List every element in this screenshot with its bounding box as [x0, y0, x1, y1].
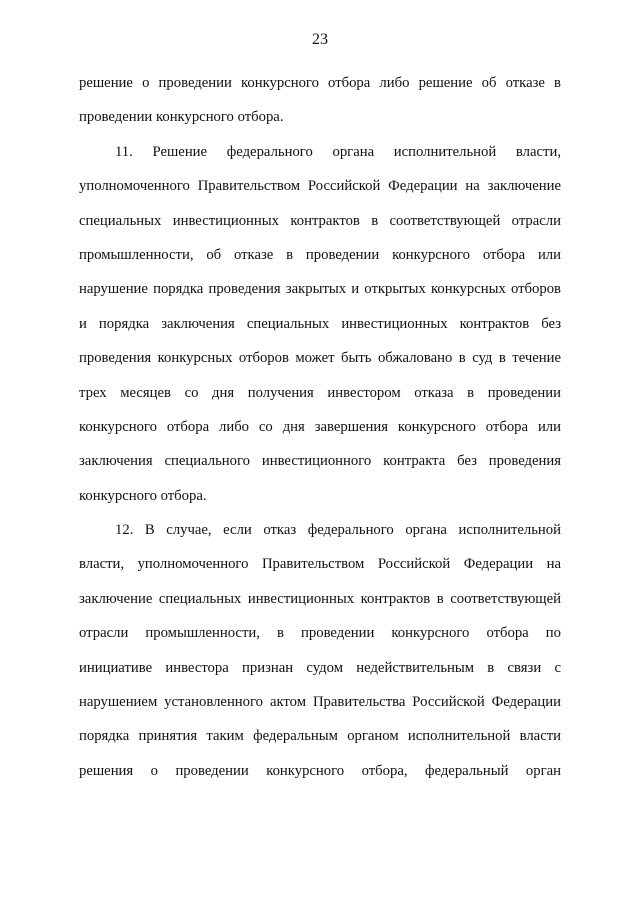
text-line: промышленности, об отказе в проведении конкурсного отбора или	[79, 246, 561, 263]
text-line: 11. Решение федерального органа исполнительной власти,	[115, 143, 561, 160]
text-line: власти, уполномоченного Правительством Российской Федерации на	[79, 556, 561, 573]
text-line: проведении конкурсного отбора.	[79, 109, 284, 126]
text-line: решения о проведении конкурсного отбора, федеральный орган	[79, 762, 561, 779]
text-line: заключения специального инвестиционного контракта без проведения	[79, 453, 561, 470]
text-line: и порядка заключения специальных инвестиционных контрактов без	[79, 315, 561, 332]
text-line: заключение специальных инвестиционных контрактов в соответствующей	[79, 590, 561, 607]
text-line: инициативе инвестора признан судом недействительным в связи с	[79, 659, 561, 676]
text-line: порядка принятия таким федеральным органом исполнительной власти	[79, 728, 561, 745]
text-line: нарушение порядка проведения закрытых и открытых конкурсных отборов	[79, 281, 561, 298]
text-line: трех месяцев со дня получения инвестором отказа в проведении	[79, 384, 561, 401]
text-line: конкурсного отбора либо со дня завершения конкурсного отбора или	[79, 418, 561, 435]
text-line: решение о проведении конкурсного отбора либо решение об отказе в	[79, 75, 561, 91]
text-line: нарушением установленного актом Правительства Российской Федерации	[79, 694, 561, 711]
text-line: уполномоченного Правительством Российской Федерации на заключение	[79, 178, 561, 195]
document-body	[79, 66, 561, 788]
page-number: 23	[312, 31, 328, 48]
text-line: конкурсного отбора.	[79, 487, 207, 504]
text-line: 12. В случае, если отказ федерального органа исполнительной	[115, 522, 561, 539]
text-line: проведения конкурсных отборов может быть обжаловано в суд в течение	[79, 350, 561, 367]
text-line: отрасли промышленности, в проведении конкурсного отбора по	[79, 625, 561, 642]
text-line: специальных инвестиционных контрактов в соответствующей отрасли	[79, 212, 561, 229]
